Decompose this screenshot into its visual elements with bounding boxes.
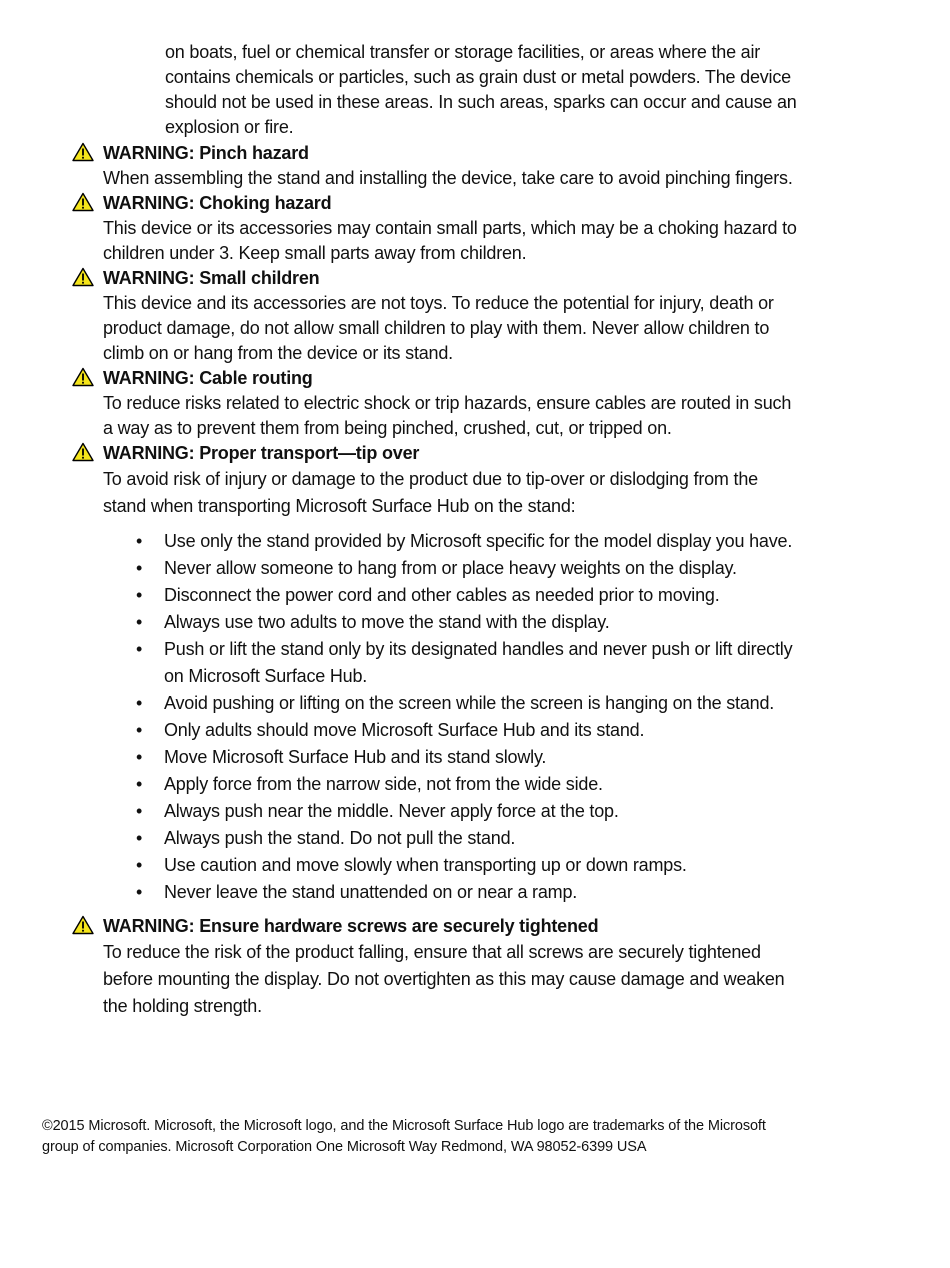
warning-small-children: [72, 266, 862, 366]
bullet-glyph: •: [136, 801, 143, 821]
bullet-item: [136, 879, 862, 906]
warning-text-line: This device or its accessories may contain small parts, which may be a choking hazard to: [103, 218, 797, 238]
warning-text-line: the holding strength.: [103, 996, 262, 1016]
continuation-paragraph: [165, 40, 855, 140]
warning-cable-routing: [72, 366, 862, 441]
bullet-text: on Microsoft Surface Hub.: [164, 666, 368, 686]
text-line: contains chemicals or particles, such as grain dust or metal powders. The device: [165, 67, 791, 87]
bullet-item: [136, 825, 862, 852]
footer-line: ©2015 Microsoft. Microsoft, the Microsoft logo, and the Microsoft Surface Hub logo are trademarks of the Microsoft: [42, 1118, 766, 1134]
bullet-text: Only adults should move Microsoft Surface Hub and its stand.: [164, 720, 645, 740]
warning-text-line: a way as to prevent them from being pinched, crushed, cut, or tripped on.: [103, 418, 672, 438]
bullet-glyph: •: [136, 828, 143, 848]
text-line: explosion or fire.: [165, 117, 294, 137]
footer-line: group of companies. Microsoft Corporation One Microsoft Way Redmond, WA 98052-6399 USA: [42, 1139, 647, 1155]
bullet-text: Push or lift the stand only by its designated handles and never push or lift directly: [164, 639, 793, 659]
bullet-glyph: •: [136, 693, 143, 713]
warning-title: WARNING: Pinch hazard: [103, 143, 309, 163]
bullet-text: Use caution and move slowly when transporting up or down ramps.: [164, 855, 687, 875]
warning-pinch-hazard: [72, 141, 862, 191]
warning-text-line: This device and its accessories are not toys. To reduce the potential for injury, death or: [103, 293, 774, 313]
transport-bullet-list: [103, 528, 862, 906]
bullet-text: Apply force from the narrow side, not from the wide side.: [164, 774, 603, 794]
bullet-glyph: •: [136, 612, 143, 632]
bullet-item: [136, 771, 862, 798]
bullet-text: Always push the stand. Do not pull the stand.: [164, 828, 516, 848]
warning-title: WARNING: Choking hazard: [103, 193, 332, 213]
warning-text-line: before mounting the display. Do not overtighten as this may cause damage and weaken: [103, 969, 785, 989]
bullet-text: Avoid pushing or lifting on the screen while the screen is hanging on the stand.: [164, 693, 775, 713]
bullet-glyph: •: [136, 882, 143, 902]
warning-triangle-icon: [72, 267, 94, 287]
bullet-item: [136, 744, 862, 771]
bullet-glyph: •: [136, 585, 143, 605]
bullet-text: Disconnect the power cord and other cables as needed prior to moving.: [164, 585, 720, 605]
bullet-item: [136, 582, 862, 609]
bullet-item: [136, 852, 862, 879]
warning-title: WARNING: Ensure hardware screws are securely tightened: [103, 916, 599, 936]
bullet-item: [136, 528, 862, 555]
warning-text-line: To avoid risk of injury or damage to the product due to tip-over or dislodging from the: [103, 469, 758, 489]
warning-text-line: To reduce the risk of the product falling, ensure that all screws are securely tightened: [103, 942, 761, 962]
warning-choking-hazard: [72, 191, 862, 266]
bullet-item: [136, 690, 862, 717]
warnings-list: [72, 141, 862, 1020]
bullet-text: Never leave the stand unattended on or near a ramp.: [164, 882, 578, 902]
warning-text-line: stand when transporting Microsoft Surface Hub on the stand:: [103, 496, 576, 516]
bullet-item: [136, 798, 862, 825]
text-line: on boats, fuel or chemical transfer or storage facilities, or areas where the air: [165, 42, 761, 62]
bullet-glyph: •: [136, 720, 143, 740]
bullet-glyph: •: [136, 774, 143, 794]
bullet-glyph: •: [136, 747, 143, 767]
bullet-glyph: •: [136, 531, 143, 551]
warning-triangle-icon: [72, 142, 94, 162]
warning-triangle-icon: [72, 192, 94, 212]
bullet-text: Move Microsoft Surface Hub and its stand slowly.: [164, 747, 547, 767]
bullet-item: [136, 636, 862, 690]
warning-text-line: climb on or hang from the device or its stand.: [103, 343, 453, 363]
bullet-item: [136, 609, 862, 636]
warning-text-line: When assembling the stand and installing the device, take care to avoid pinching fingers.: [103, 168, 793, 188]
warning-title: WARNING: Small children: [103, 268, 320, 288]
bullet-text: Always use two adults to move the stand with the display.: [164, 612, 610, 632]
bullet-text: Never allow someone to hang from or place heavy weights on the display.: [164, 558, 737, 578]
warning-triangle-icon: [72, 367, 94, 387]
warning-proper-transport: [72, 441, 862, 906]
bullet-text: Use only the stand provided by Microsoft specific for the model display you have.: [164, 531, 793, 551]
warning-text-line: To reduce risks related to electric shock or trip hazards, ensure cables are routed in such: [103, 393, 792, 413]
copyright-footer: [42, 1116, 872, 1158]
warning-triangle-icon: [72, 915, 94, 935]
warning-text-line: children under 3. Keep small parts away from children.: [103, 243, 527, 263]
bullet-text: Always push near the middle. Never apply force at the top.: [164, 801, 619, 821]
bullet-glyph: •: [136, 639, 143, 659]
warning-hardware-screws: [72, 914, 862, 1020]
text-line: should not be used in these areas. In such areas, sparks can occur and cause an: [165, 92, 797, 112]
warning-title: WARNING: Cable routing: [103, 368, 313, 388]
bullet-glyph: •: [136, 855, 143, 875]
bullet-item: [136, 717, 862, 744]
warning-title: WARNING: Proper transport—tip over: [103, 443, 420, 463]
warning-text-line: product damage, do not allow small children to play with them. Never allow children to: [103, 318, 770, 338]
bullet-item: [136, 555, 862, 582]
warning-triangle-icon: [72, 442, 94, 462]
bullet-glyph: •: [136, 558, 143, 578]
